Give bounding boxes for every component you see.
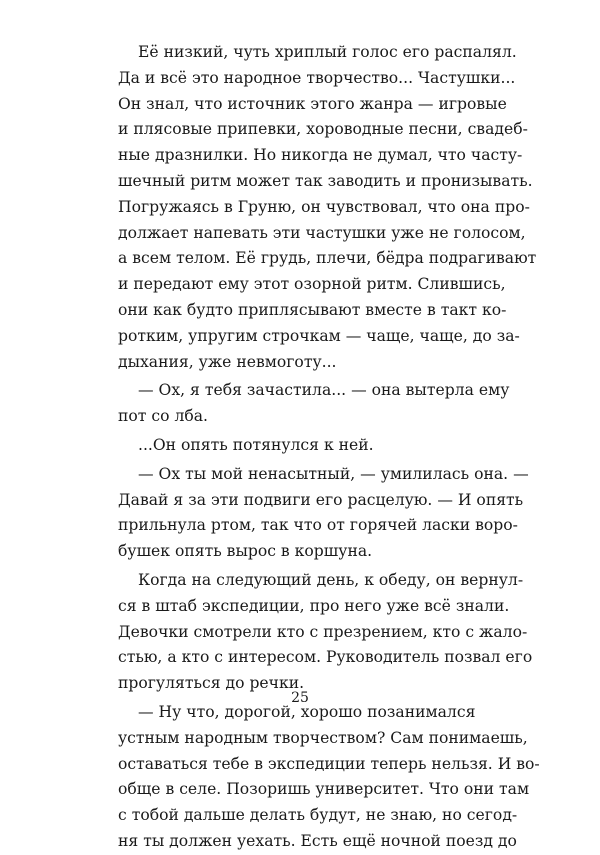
text-line: а всем телом. Её грудь, плечи, бёдра подрагивают — [118, 249, 537, 268]
text-line: стью, а кто с интересом. Руководитель позвал его — [118, 648, 533, 667]
text-line: дыхания, уже невмоготу... — [118, 352, 337, 371]
text-line: Да и всё это народное творчество... Частушки... — [118, 68, 516, 87]
text-line: и передают ему этот озорной ритм. Слившись, — [118, 275, 506, 294]
text-line: и плясовые припевки, хороводные песни, свадеб- — [118, 120, 528, 139]
page-body-text — [118, 40, 540, 855]
text-line: должает напевать эти частушки уже не голосом, — [118, 223, 526, 242]
text-line: ...Он опять потянулся к ней. — [138, 435, 374, 454]
text-line: устным народным творчеством? Сам понимаешь, — [118, 728, 528, 747]
text-line: ные дразнилки. Но никогда не думал, что часту- — [118, 146, 523, 165]
page-number: 25 — [291, 690, 309, 706]
text-line: — Ох ты мой ненасытный, — умилилась она. — — [138, 464, 529, 483]
text-line: — Ох, я тебя зачастила... — она вытерла ему — [138, 381, 510, 400]
text-line: шечный ритм может так заводить и пронизывать. — [118, 171, 533, 190]
text-line: ся в штаб экспедиции, про него уже всё знали. — [118, 596, 510, 615]
text-line: Погружаясь в Груню, он чувствовал, что она про- — [118, 197, 530, 216]
text-line: ротким, упругим строчкам — чаще, чаще, до за- — [118, 326, 520, 345]
text-line: Девочки смотрели кто с презрением, кто с жало- — [118, 622, 528, 641]
text-line: — Ну что, дорогой, хорошо позанимался — [138, 702, 476, 721]
text-line: Он знал, что источник этого жанра — игровые — [118, 94, 507, 113]
text-line: обще в селе. Позоришь университет. Что они там — [118, 780, 530, 799]
text-line: оставаться тебе в экспедиции теперь нельзя. И во- — [118, 754, 540, 773]
text-line: прогуляться до речки. — [118, 674, 305, 693]
text-line: ня ты должен уехать. Есть ещё ночной поезд до — [118, 831, 517, 850]
text-line: бушек опять вырос в коршуна. — [118, 542, 373, 561]
text-line: Когда на следующий день, к обеду, он вернул- — [138, 570, 524, 589]
text-line: они как будто приплясывают вместе в такт ко- — [118, 300, 507, 319]
text-line: с тобой дальше делать будут, не знаю, но сегод- — [118, 806, 518, 825]
text-line: Её низкий, чуть хриплый голос его распалял. — [138, 43, 517, 61]
text-line: прильнула ртом, так что от горячей ласки воро- — [118, 516, 518, 535]
text-line: пот со лба. — [118, 407, 208, 426]
text-line: Давай я за эти подвиги его расцелую. — И опять — [118, 490, 524, 509]
